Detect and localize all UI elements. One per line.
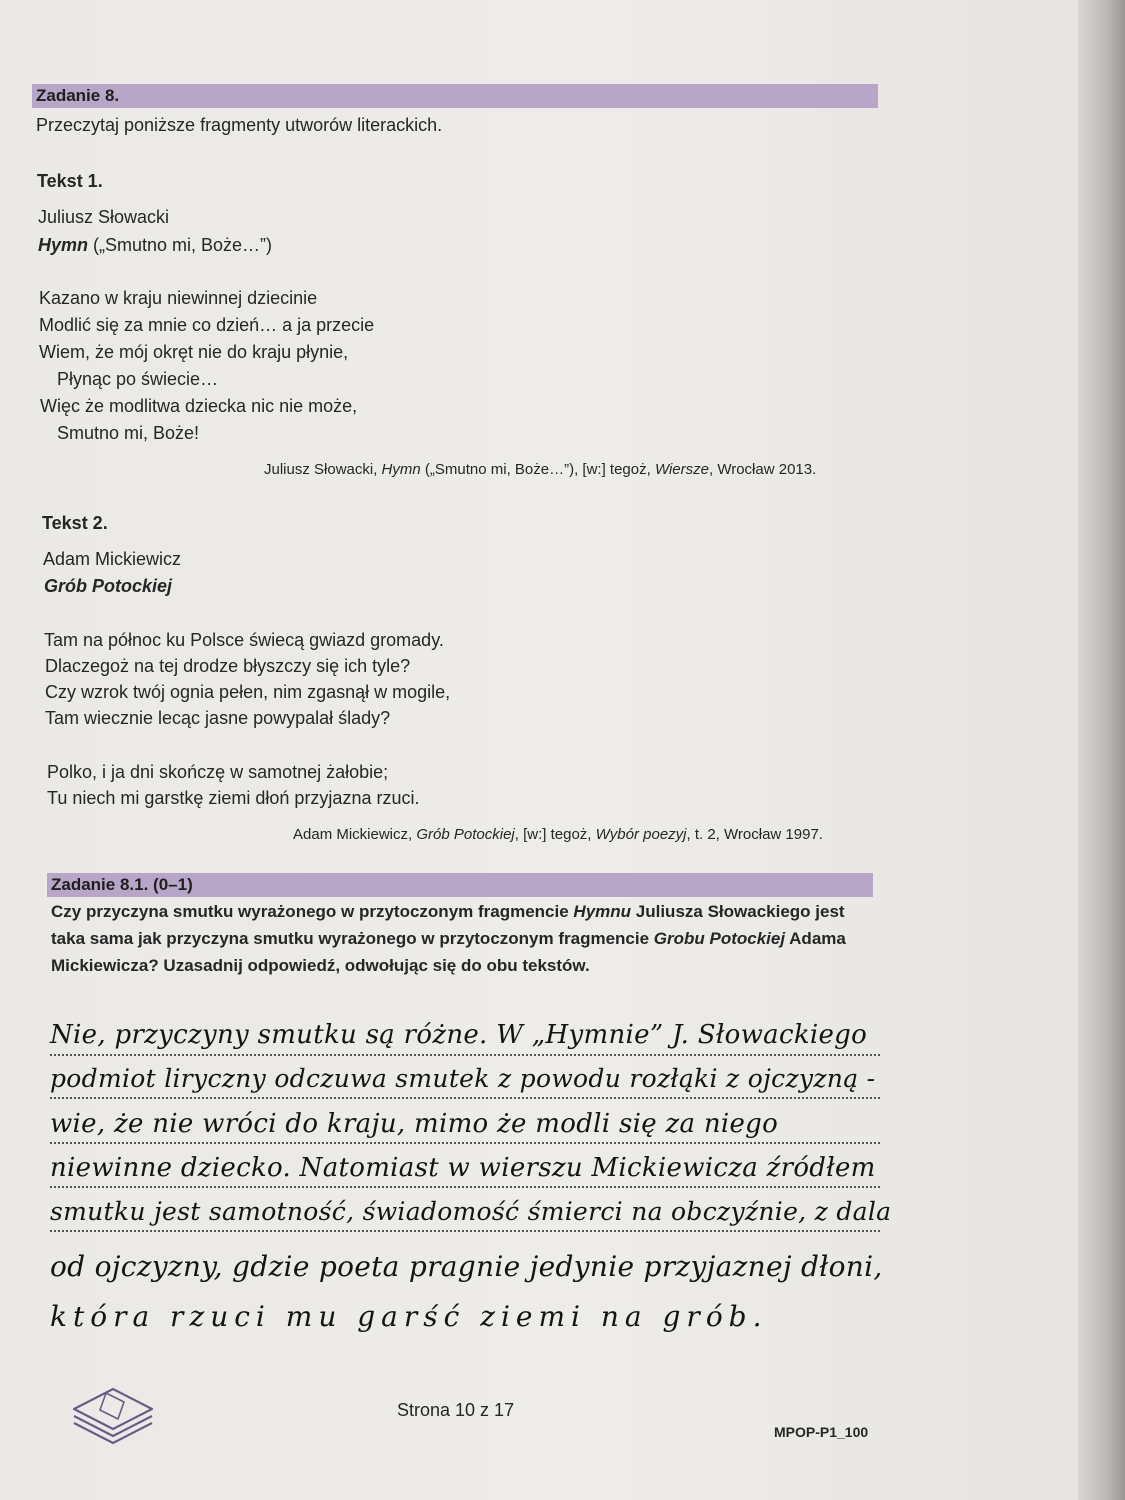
poem-line: Czy wzrok twój ognia pełen, nim zgasnął w mogile, bbox=[45, 682, 451, 702]
answer-line: wie, że nie wróci do kraju, mimo że modli się za niego bbox=[50, 1109, 779, 1139]
poem-line: Kazano w kraju niewinnej dziecinie bbox=[39, 288, 318, 308]
text1-source bbox=[264, 461, 816, 478]
question-italic: Hymnu bbox=[573, 902, 632, 921]
source-part: („Smutno mi, Boże…”), [w:] tegoż, bbox=[420, 461, 655, 478]
page-number: Strona 10 z 17 bbox=[397, 1400, 515, 1420]
source-title: Grób Potockiej bbox=[416, 826, 515, 843]
poem-line: Więc że modlitwa dziecka nic nie może, bbox=[40, 396, 358, 416]
task-header-bar bbox=[32, 84, 878, 108]
text2-title: Grób Potockiej bbox=[44, 576, 173, 596]
answer-dotted-line bbox=[50, 1228, 880, 1232]
source-part: Adam Mickiewicz, bbox=[293, 826, 417, 843]
source-book: Wiersze bbox=[654, 461, 709, 478]
answer-dotted-line bbox=[50, 1184, 880, 1188]
answer-line: która rzuci mu garść ziemi na grób. bbox=[50, 1300, 768, 1333]
text1-title-italic: Hymn bbox=[38, 235, 89, 255]
answer-dotted-line bbox=[50, 1052, 880, 1056]
text1-author: Juliusz Słowacki bbox=[38, 207, 170, 227]
subtask-header-bar bbox=[47, 873, 873, 897]
answer-line: niewinne dziecko. Natomiast w wierszu Mickiewicza źródłem bbox=[50, 1153, 876, 1183]
question-part: Juliusza Słowackiego jest taka sama jak przyczyna smutku wyrażonego w przytoczonym fragmencie bbox=[51, 902, 845, 948]
poem-line: Wiem, że mój okręt nie do kraju płynie, bbox=[39, 342, 349, 362]
subtask-question bbox=[51, 898, 851, 979]
poem-line: Tam wiecznie lecąc jasne powypalał ślady? bbox=[45, 708, 391, 728]
exam-code: MPOP-P1_100 bbox=[774, 1424, 869, 1440]
poem-line: Tu niech mi garstkę ziemi dłoń przyjazna rzuci. bbox=[47, 788, 420, 808]
answer-line: podmiot liryczny odczuwa smutek z powodu rozłąki z ojczyzną - bbox=[50, 1064, 876, 1093]
question-italic: Grobu Potockiej bbox=[653, 929, 786, 948]
answer-line: smutku jest samotność, świadomość śmierci na obczyźnie, z dala bbox=[50, 1197, 892, 1226]
text1-title bbox=[38, 235, 272, 256]
text2-source bbox=[293, 826, 823, 843]
stacked-sheets-edge bbox=[1078, 0, 1125, 1500]
answer-dotted-line bbox=[50, 1095, 880, 1099]
answer-dotted-line bbox=[50, 1140, 880, 1144]
text1-label: Tekst 1. bbox=[37, 171, 103, 191]
poem-line: Płynąc po świecie… bbox=[57, 369, 219, 389]
task-instruction: Przeczytaj poniższe fragmenty utworów literackich. bbox=[36, 115, 443, 135]
source-part: , t. 2, Wrocław 1997. bbox=[686, 826, 823, 843]
question-part: Czy przyczyna smutku wyrażonego w przytoczonym fragmencie bbox=[51, 902, 574, 921]
poem-line: Modlić się za mnie co dzień… a ja przecie bbox=[39, 315, 375, 335]
answer-line: Nie, przyczyny smutku są różne. W „Hymnie” J. Słowackiego bbox=[50, 1020, 868, 1050]
poem-line: Polko, i ja dni skończę w samotnej żałobie; bbox=[47, 762, 389, 782]
text1-title-rest: („Smutno mi, Boże…”) bbox=[88, 235, 273, 255]
text2-author: Adam Mickiewicz bbox=[43, 549, 182, 569]
task-header: Zadanie 8. bbox=[36, 86, 120, 105]
text2-label: Tekst 2. bbox=[42, 513, 108, 533]
source-title: Hymn bbox=[381, 461, 421, 478]
poem-line: Dlaczegoż na tej drodze błyszczy się ich tyle? bbox=[45, 656, 411, 676]
source-part: , Wrocław 2013. bbox=[709, 461, 817, 478]
question-part: Adama Mickiewicza? Uzasadnij odpowiedź, odwołując się do obu tekstów. bbox=[51, 929, 846, 975]
subtask-header: Zadanie 8.1. (0–1) bbox=[51, 875, 193, 894]
poem-line: Smutno mi, Boże! bbox=[57, 423, 200, 443]
poem-line: Tam na północ ku Polsce świecą gwiazd gromady. bbox=[44, 630, 444, 650]
source-part: Juliusz Słowacki, bbox=[264, 461, 382, 478]
cke-stacked-layers-logo-icon bbox=[68, 1383, 158, 1445]
source-book: Wybór poezyj bbox=[595, 826, 687, 843]
answer-line: od ojczyzny, gdzie poeta pragnie jedynie przyjaznej dłoni, bbox=[50, 1250, 883, 1283]
source-part: , [w:] tegoż, bbox=[514, 826, 596, 843]
